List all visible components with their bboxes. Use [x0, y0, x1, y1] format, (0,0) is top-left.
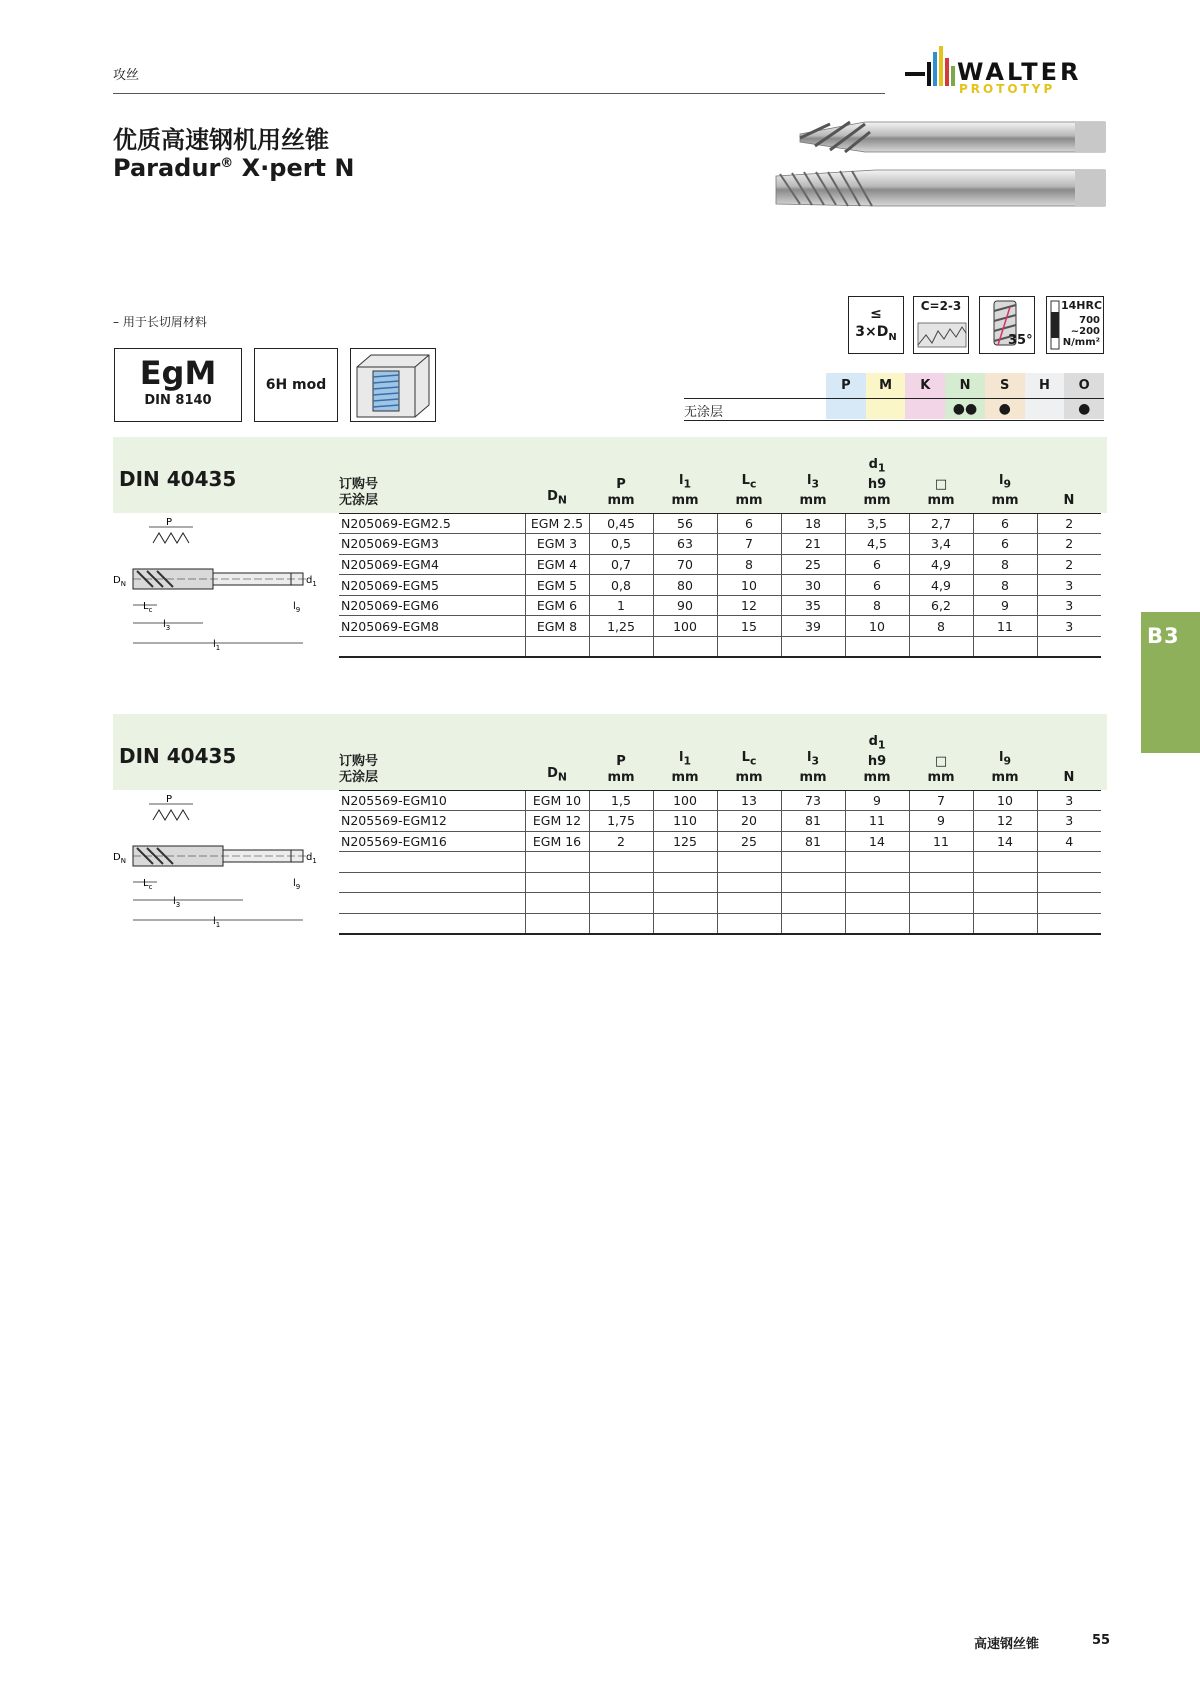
thread-standard: DIN 8140: [144, 393, 212, 408]
value-cell: 7: [717, 534, 781, 555]
hardness-icon: [1046, 296, 1104, 354]
table-row: [339, 637, 1101, 658]
col-square: □ mm: [909, 437, 973, 513]
svg-text:DN: $D_N$: [113, 852, 126, 865]
value-cell: 63: [653, 534, 717, 555]
value-cell: EGM 2.5: [525, 513, 589, 534]
value-cell: [525, 872, 589, 893]
mark-h: [1025, 399, 1065, 419]
value-cell: [589, 637, 653, 658]
value-cell: 90: [653, 595, 717, 616]
svg-text:l1: $l_1$: [213, 639, 221, 652]
title-en-reg: ®: [220, 156, 234, 171]
value-cell: 3: [1037, 616, 1101, 637]
value-cell: 110: [653, 811, 717, 832]
value-cell: 12: [973, 811, 1037, 832]
svg-text:l9: $l_9$: [293, 878, 301, 891]
thread-code: EgM: [139, 354, 217, 392]
col-n: N: [1037, 714, 1101, 790]
footer-label: 高速钢丝锥: [974, 1637, 1040, 1652]
value-cell: 21: [781, 534, 845, 555]
value-cell: EGM 6: [525, 595, 589, 616]
order-number-cell: N205069-EGM4: [339, 554, 525, 575]
title-en-tail: X·pert N: [233, 154, 355, 182]
value-cell: [717, 637, 781, 658]
table-row: [339, 534, 1101, 555]
tolerance-box: [254, 348, 338, 422]
value-cell: [845, 872, 909, 893]
value-cell: 14: [973, 831, 1037, 852]
value-cell: 3,4: [909, 534, 973, 555]
material-k: K: [905, 373, 945, 398]
value-cell: [781, 893, 845, 914]
value-cell: 70: [653, 554, 717, 575]
value-cell: [973, 852, 1037, 873]
col-l9: $l_9$ mm: [973, 437, 1037, 513]
value-cell: 4,9: [909, 575, 973, 596]
value-cell: 12: [717, 595, 781, 616]
value-cell: [525, 637, 589, 658]
value-cell: [717, 852, 781, 873]
value-cell: 18: [781, 513, 845, 534]
value-cell: EGM 4: [525, 554, 589, 575]
order-number-cell: [339, 893, 525, 914]
order-number-cell: N205069-EGM5: [339, 575, 525, 596]
order-number-cell: N205569-EGM12: [339, 811, 525, 832]
tolerance-label: 6H mod: [265, 377, 327, 393]
value-cell: [653, 893, 717, 914]
material-m: M: [866, 373, 906, 398]
section-din-40435-b: [113, 714, 1107, 934]
value-cell: [845, 852, 909, 873]
value-cell: 4,9: [909, 554, 973, 575]
value-cell: [909, 872, 973, 893]
svg-text:Lc: $L_c$: [143, 601, 153, 614]
value-cell: 6: [845, 554, 909, 575]
col-dn: $D_N$: [525, 714, 589, 790]
value-cell: [781, 914, 845, 935]
page-title-en: [113, 154, 354, 182]
value-cell: [589, 852, 653, 873]
coating-label: 无涂层: [684, 405, 724, 420]
depth-value: $3\times D_N$: [855, 324, 897, 343]
value-cell: [781, 852, 845, 873]
walter-logo: [905, 42, 1105, 98]
value-cell: 10: [845, 616, 909, 637]
value-cell: 3: [1037, 575, 1101, 596]
value-cell: [589, 914, 653, 935]
value-cell: 9: [845, 790, 909, 811]
feature-note: – 用于长切屑材料: [113, 315, 207, 329]
value-cell: [973, 914, 1037, 935]
value-cell: [653, 852, 717, 873]
value-cell: 2,7: [909, 513, 973, 534]
value-cell: 4,5: [845, 534, 909, 555]
value-cell: 2: [1037, 513, 1101, 534]
value-cell: 100: [653, 616, 717, 637]
value-cell: 80: [653, 575, 717, 596]
value-cell: [589, 893, 653, 914]
depth-icon: [848, 296, 904, 354]
col-p: P mm: [589, 714, 653, 790]
section-din-40435-a: [113, 437, 1107, 657]
value-cell: 3,5: [845, 513, 909, 534]
col-lc: $L_c$ mm: [717, 437, 781, 513]
value-cell: [525, 914, 589, 935]
helix-angle-icon: [979, 296, 1035, 354]
value-cell: [717, 914, 781, 935]
mark-p: [826, 399, 866, 419]
value-cell: 0,7: [589, 554, 653, 575]
value-cell: EGM 5: [525, 575, 589, 596]
value-cell: [909, 852, 973, 873]
header-rule: [113, 93, 885, 94]
table-header-row: [339, 714, 1101, 790]
title-en-main: Paradur: [113, 154, 221, 182]
section-title: DIN 40435: [119, 467, 237, 491]
col-d1: $d_1$ h9 mm: [845, 714, 909, 790]
value-cell: [1037, 893, 1101, 914]
value-cell: 15: [717, 616, 781, 637]
value-cell: EGM 10: [525, 790, 589, 811]
material-groups-header: [826, 373, 1104, 398]
tap-tool-image: [770, 112, 1110, 224]
value-cell: [589, 872, 653, 893]
col-dn: $D_N$: [525, 437, 589, 513]
material-s: S: [985, 373, 1025, 398]
value-cell: EGM 16: [525, 831, 589, 852]
value-cell: 11: [909, 831, 973, 852]
order-number-cell: [339, 852, 525, 873]
value-cell: [973, 637, 1037, 658]
col-lc: $L_c$ mm: [717, 714, 781, 790]
value-cell: [1037, 852, 1101, 873]
material-n: N: [945, 373, 985, 398]
value-cell: 56: [653, 513, 717, 534]
value-cell: 125: [653, 831, 717, 852]
col-l1: $l_1$ mm: [653, 714, 717, 790]
table-row: [339, 790, 1101, 811]
value-cell: 25: [781, 554, 845, 575]
value-cell: 0,5: [589, 534, 653, 555]
value-cell: [781, 637, 845, 658]
tap-dimension-diagram: [113, 790, 323, 930]
table-row: [339, 616, 1101, 637]
value-cell: 73: [781, 790, 845, 811]
value-cell: [909, 914, 973, 935]
value-cell: 20: [717, 811, 781, 832]
value-cell: EGM 12: [525, 811, 589, 832]
value-cell: [781, 872, 845, 893]
value-cell: 3: [1037, 790, 1101, 811]
tap-dimension-diagram: [113, 513, 323, 653]
svg-text:l1: $l_1$: [213, 916, 221, 929]
value-cell: 8: [973, 554, 1037, 575]
material-o: O: [1064, 373, 1104, 398]
mark-m: [866, 399, 906, 419]
col-square: □ mm: [909, 714, 973, 790]
mark-o: ●: [1064, 399, 1104, 419]
chamfer-label: C=2-3: [920, 299, 962, 313]
page-number: 55: [1092, 1633, 1111, 1648]
table-row: [339, 575, 1101, 596]
table-row: [339, 513, 1101, 534]
value-cell: 6: [845, 575, 909, 596]
col-order: 订购号 无涂层: [339, 714, 525, 790]
value-cell: 13: [717, 790, 781, 811]
table-row: [339, 852, 1101, 873]
value-cell: [845, 637, 909, 658]
order-number-cell: N205069-EGM8: [339, 616, 525, 637]
value-cell: [717, 893, 781, 914]
value-cell: [845, 914, 909, 935]
depth-le: ≤: [870, 306, 882, 322]
helix-angle: 35°: [1008, 333, 1033, 348]
material-h: H: [1025, 373, 1065, 398]
value-cell: 1,5: [589, 790, 653, 811]
chamfer-thread-icon: [916, 317, 968, 351]
value-cell: [525, 893, 589, 914]
value-cell: [653, 637, 717, 658]
value-cell: 6: [717, 513, 781, 534]
value-cell: 0,45: [589, 513, 653, 534]
strength-range: 700 ~200 N/mm²: [1062, 315, 1100, 348]
value-cell: 8: [909, 616, 973, 637]
value-cell: 4: [1037, 831, 1101, 852]
logo-brand: WALTER: [957, 58, 1082, 86]
order-number-cell: N205069-EGM2.5: [339, 513, 525, 534]
table-row: [339, 595, 1101, 616]
svg-text:l9: $l_9$: [293, 601, 301, 614]
value-cell: 2: [589, 831, 653, 852]
value-cell: [1037, 914, 1101, 935]
value-cell: 6: [973, 534, 1037, 555]
value-cell: 10: [973, 790, 1037, 811]
spec-table-2: [339, 714, 1101, 935]
order-number-cell: N205569-EGM16: [339, 831, 525, 852]
svg-text:P: P: [165, 517, 173, 528]
col-l3: $l_3$ mm: [781, 714, 845, 790]
logo-sub: PROTOTYP: [959, 82, 1056, 96]
svg-text:d1: $d_1$: [306, 575, 317, 588]
value-cell: 81: [781, 831, 845, 852]
value-cell: 10: [717, 575, 781, 596]
value-cell: EGM 3: [525, 534, 589, 555]
table-row: [339, 554, 1101, 575]
value-cell: 0,8: [589, 575, 653, 596]
value-cell: 100: [653, 790, 717, 811]
value-cell: 2: [1037, 554, 1101, 575]
svg-text:P: P: [165, 794, 173, 805]
spec-table-1: [339, 437, 1101, 658]
value-cell: 1: [589, 595, 653, 616]
value-cell: 8: [845, 595, 909, 616]
value-cell: [1037, 872, 1101, 893]
value-cell: [717, 872, 781, 893]
svg-text:d1: $d_1$: [306, 852, 317, 865]
value-cell: 9: [973, 595, 1037, 616]
table-row: [339, 831, 1101, 852]
value-cell: [525, 852, 589, 873]
page-title-cn: 优质高速钢机用丝锥: [113, 126, 329, 154]
value-cell: 8: [973, 575, 1037, 596]
value-cell: 1,25: [589, 616, 653, 637]
order-number-cell: [339, 914, 525, 935]
value-cell: 6,2: [909, 595, 973, 616]
material-suitability-row: [684, 398, 1104, 421]
value-cell: 8: [717, 554, 781, 575]
col-l1: $l_1$ mm: [653, 437, 717, 513]
value-cell: 35: [781, 595, 845, 616]
value-cell: [653, 872, 717, 893]
value-cell: 11: [845, 811, 909, 832]
value-cell: [973, 872, 1037, 893]
order-number-cell: N205569-EGM10: [339, 790, 525, 811]
section-title: DIN 40435: [119, 744, 237, 768]
col-l3: $l_3$ mm: [781, 437, 845, 513]
order-number-cell: [339, 637, 525, 658]
value-cell: 1,75: [589, 811, 653, 832]
svg-text:l3: $l_3$: [173, 896, 181, 909]
value-cell: 9: [909, 811, 973, 832]
value-cell: 14: [845, 831, 909, 852]
svg-text:l3: $l_3$: [163, 619, 171, 632]
thread-code-box: [114, 348, 242, 422]
material-p: P: [826, 373, 866, 398]
col-p: P mm: [589, 437, 653, 513]
value-cell: 7: [909, 790, 973, 811]
through-hole-icon: [351, 349, 435, 421]
mark-n: ●●: [945, 399, 985, 419]
value-cell: 2: [1037, 534, 1101, 555]
mark-s: ●: [985, 399, 1025, 419]
order-number-cell: [339, 872, 525, 893]
value-cell: [845, 893, 909, 914]
table-header-row: [339, 437, 1101, 513]
value-cell: 81: [781, 811, 845, 832]
chamfer-icon: [913, 296, 969, 354]
value-cell: [973, 893, 1037, 914]
table-row: [339, 914, 1101, 935]
value-cell: [1037, 637, 1101, 658]
value-cell: 39: [781, 616, 845, 637]
value-cell: 25: [717, 831, 781, 852]
value-cell: [909, 637, 973, 658]
col-l9: $l_9$ mm: [973, 714, 1037, 790]
col-n: N: [1037, 437, 1101, 513]
value-cell: [909, 893, 973, 914]
table-row: [339, 811, 1101, 832]
order-number-cell: N205069-EGM3: [339, 534, 525, 555]
table-row: [339, 893, 1101, 914]
col-order: 订购号 无涂层: [339, 437, 525, 513]
mark-k: [905, 399, 945, 419]
value-cell: 3: [1037, 811, 1101, 832]
header-category: 攻丝: [113, 68, 140, 83]
chapter-tab[interactable]: B3: [1141, 612, 1200, 753]
col-d1: $d_1$ h9 mm: [845, 437, 909, 513]
value-cell: EGM 8: [525, 616, 589, 637]
through-hole-box: [350, 348, 436, 422]
value-cell: 11: [973, 616, 1037, 637]
svg-text:Lc: $L_c$: [143, 878, 153, 891]
order-number-cell: N205069-EGM6: [339, 595, 525, 616]
hrc-label: 14HRC: [1061, 299, 1103, 312]
table-row: [339, 872, 1101, 893]
logo-bars-icon: [905, 42, 965, 98]
value-cell: 3: [1037, 595, 1101, 616]
value-cell: [653, 914, 717, 935]
svg-text:DN: $D_N$: [113, 575, 126, 588]
value-cell: 6: [973, 513, 1037, 534]
value-cell: 30: [781, 575, 845, 596]
